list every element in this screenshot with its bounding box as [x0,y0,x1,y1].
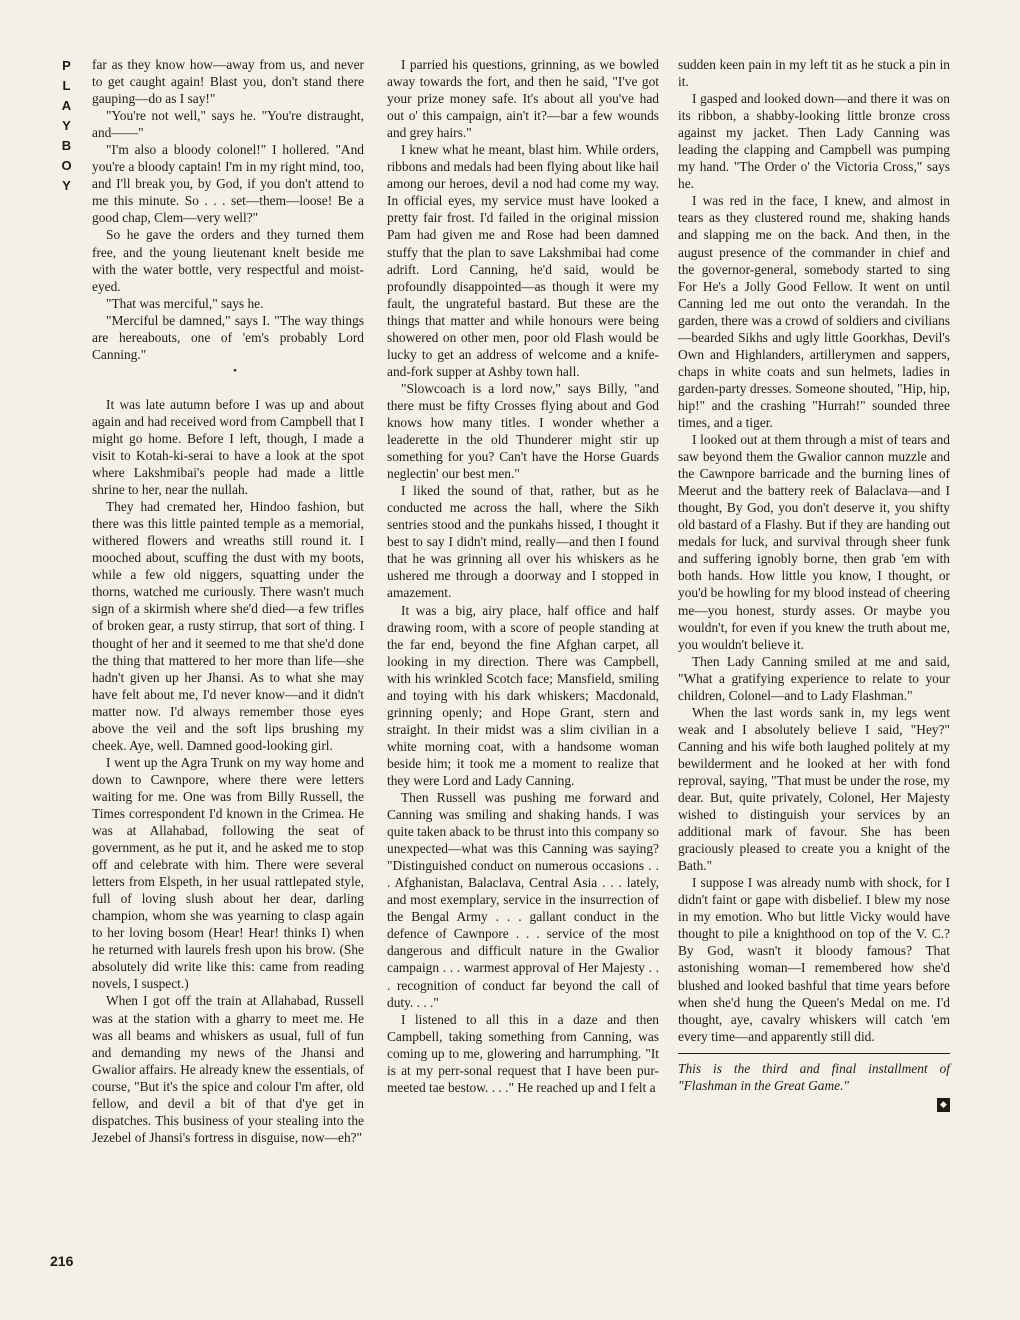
paragraph: I looked out at them through a mist of tears and saw beyond them the Gwalior cannon muzzle and the Cawnpore barricade and the burning lines of Meerut and the battery reek of Balaclava—and I thought, By God, you don't deserve it, you shifty old bastard of a Flashy. But if they are handing out medals for luck, and survival through sheer funk and suffering ignobly borne, then grab 'em with both hands. How little you know, I thought, or you'd be howling for my blood instead of cheering me—you honest, sturdy asses. Or maybe you wouldn't, for even if you knew the truth about me, you wouldn't believe it. [678,432,950,652]
rabbit-head-icon: ◆ [937,1098,950,1112]
paragraph: I parried his questions, grinning, as we bowled away towards the fort, and then he said, "I've got your prize money safe. It's about all you've had out o' this campaign, ain't it?—bar a few wounds and grey hairs." [387,57,659,141]
paragraph: They had cremated her, Hindoo fashion, but there was this little painted temple as a memorial, withered flowers and wreaths still round it. I mooched about, scuffing the dust with my boots, while a few old niggers, squatting under the thorns, watched me curiously. There wasn't much sign of a skirmish where she'd died—a few trifles of broken gear, a rusty stirrup, that sort of thing. I thought of her and it seemed to me that she'd done the thing that mattered to her more than life—she hadn't given up her Jhansi. As to what she may have felt about me, I'd never know—and it didn't matter now. I'd always remember those eyes above the veil and the soft lips brushing my cheek. Aye, well. Damned good-looking girl. [92,499,364,753]
section-break: • [233,364,237,377]
end-note: This is the third and final installment of "Flashman in the Great Game." [678,1053,950,1094]
paragraph: "Merciful be damned," says I. "The way things are hereabouts, one of 'em's probably Lord Canning." [92,312,364,362]
paragraph: I liked the sound of that, rather, but as he conducted me across the hall, where the Sikh sentries stood and the punkahs hissed, I thought it best to say I didn't mind, really—and then I found that he was grinning all over his whiskers as he ushered me through a doorway and I stopped in amazement. [387,483,659,601]
column-1 [92,56,364,1146]
page-number: 216 [50,1253,74,1269]
paragraph: I listened to all this in a daze and then Campbell, taking something from Canning, was coming up to me, glowering and harrumphing. "It is at my perr-sonal request that I have been pur-meeted tae bestow. . . ." He reached up and I felt a [387,1011,659,1095]
paragraph: "You're not well," says he. "You're distraught, and——" [92,108,364,141]
paragraph: "Slowcoach is a lord now," says Billy, "and there must be fifty Crosses flying about and God knows how many titles. I wonder whether a leaderette in the old Thunderer might stir up something for you? Can't have the Horse Guards neglectin' our best men." [387,380,659,482]
paragraph: I suppose I was already numb with shock, for I didn't faint or gape with disbelief. I blew my nose in my emotion. Who but little Vicky would have thought to pile a knighthood on top of the V. C.? By God, wasn't it bloody famous? That astonishing woman—I remembered how she'd blushed and looked bashful that time years before when she'd hung the Queen's Medal on me. I'd thought, aye, cavalry whiskers will catch 'em every time—and apparently still did. [678,875,950,1044]
paragraph: Then Lady Canning smiled at me and said, "What a gratifying experience to relate to your children, Colonel—and to Lady Flashman." [678,653,950,703]
paragraph: It was late autumn before I was up and about again and had received word from Campbell that I might go home. Before I left, though, I made a visit to Kotah-ki-serai to have a look at the spot where Lakshmibai's people had made a little shrine to her, near the nullah. [92,396,364,498]
paragraph: So he gave the orders and they turned them free, and the young lieutenant knelt beside me with the water bottle, very respectful and moist-eyed. [92,227,364,294]
paragraph: I gasped and looked down—and there it was on its ribbon, a shabby-looking little bronze cross against my jacket. Then Lady Canning was leading the clapping and Campbell was pumping my hand. "The Order o' the Victoria Cross," says he. [678,91,950,192]
paragraph: I was red in the face, I knew, and almost in tears as they clustered round me, shaking hands and slapping me on the back. And then, in the august presence of the commander in chief and the governor-general, somebody started to sing For He's a Jolly Good Fellow. It went on until Canning led me out onto the verandah. In the garden, there was a crowd of soldiers and civilians—bearded Sikhs and ugly little Goorkhas, Devil's Own and Highlanders, artillerymen and sappers, chaps in white coats and sun helmets, ladies in garden-party dresses. Someone shouted, "Hip, hip, hip!" and the crashing "Hurrah!" sounded three times, and a tiger. [678,193,950,430]
paragraph: far as they know how—away from us, and never to get caught again! Blast you, don't stand there gauping—do as I say!" [92,57,364,107]
paragraph: When I got off the train at Allahabad, Russell was at the station with a gharry to meet me. He was all beams and whiskers as usual, full of fun and demanding my news of the Jhansi and Gwalior affairs. He already knew the essentials, of course, "But it's the spice and colour I'm after, old fellow, and devil a bit of that d'ye get in dispatches. This business of your stealing into the Jezebel of Jhansi's fortress in disguise, now—eh?" [92,993,364,1145]
column-2 [387,56,659,1096]
paragraph: I knew what he meant, blast him. While orders, ribbons and medals had been flying about like hail among our heroes, devil a nod had come my way. In official eyes, my service must have looked a pretty fair frost. I'd failed in the original mission Pam had given me and Rose had been damned stuffy that the plan to save Lakshmibai had come adrift. Lord Canning, he'd said, would be profoundly disappointed—as though it were my fault, the ungrateful bastard. But these are the things that matter and while honours were being showered on other men, poor old Flash would be lucky to get an address of welcome and a knife-and-fork supper at Ashby town hall. [387,142,659,379]
paragraph: sudden keen pain in my left tit as he stuck a pin in it. [678,57,950,90]
paragraph: I went up the Agra Trunk on my way home and down to Cawnpore, where there were letters waiting for me. One was from Billy Russell, the Times correspondent I'd known in the Crimea. He was at Allahabad, following the seat of government, as he put it, and he asked me to stop off and celebrate with him. There were several letters from Elspeth, in her usual rattlepated style, full of loving slush about her dear, darling champion, whom she was yearning to clasp again to her loving bosom (Hear! Hear! thinks I) when he returned with laurels fresh upon his brow. (She absolutely did write like this: came from reading novels, I suspect.) [92,754,364,992]
paragraph: "That was merciful," says he. [106,295,264,311]
paragraph: When the last words sank in, my legs went weak and I absolutely believe I said, "Hey?" Canning and his wife both laughed politely at my bewilderment and he looked at her with fond reproval, saying, "That must be under the rose, my dear. But, quite privately, Colonel, Her Majesty wished to distinguish your services by an additional mark of favour. She has been graciously pleased to create you a knight of the Bath." [678,704,950,874]
paragraph: Then Russell was pushing me forward and Canning was smiling and shaking hands. I was quite taken aback to be thrust into this company so unexpected—what was this Canning was saying? "Distinguished conduct on numerous occasions . . . Afghanistan, Balaclava, Central Asia . . . lately, and most exemplary, service in the insurrection of the Bengal Army . . . gallant conduct in the defence of Cawnpore . . . service of the most dangerous and difficult nature in the Gwalior campaign . . . warmest approval of Her Majesty . . . recognition of conduct far beyond the call of duty. . . ." [387,790,659,1010]
column-3 [678,56,950,1112]
paragraph: "I'm also a bloody colonel!" I hollered. "And you're a bloody captain! I'm in my right mind, too, and I'll break you, by God, if you don't attend to me this minute. So . . . set—them—loose! Be a good chap, Clem—very well?" [92,142,364,226]
paragraph: It was a big, airy place, half office and half drawing room, with a score of people standing at the far end, beyond the fine Afghan carpet, all looking in my direction. There was Campbell, with his wrinkled Scotch face; Mansfield, smiling and toying with his dark whiskers; Macdonald, grinning openly; and Hope Grant, stern and straight. In their midst was a slim civilian in a white morning coat, with a handsome woman beside him; it took me a moment to realize that they were Lord and Lady Canning. [387,602,659,788]
masthead: PLAYBOY [59,58,74,198]
